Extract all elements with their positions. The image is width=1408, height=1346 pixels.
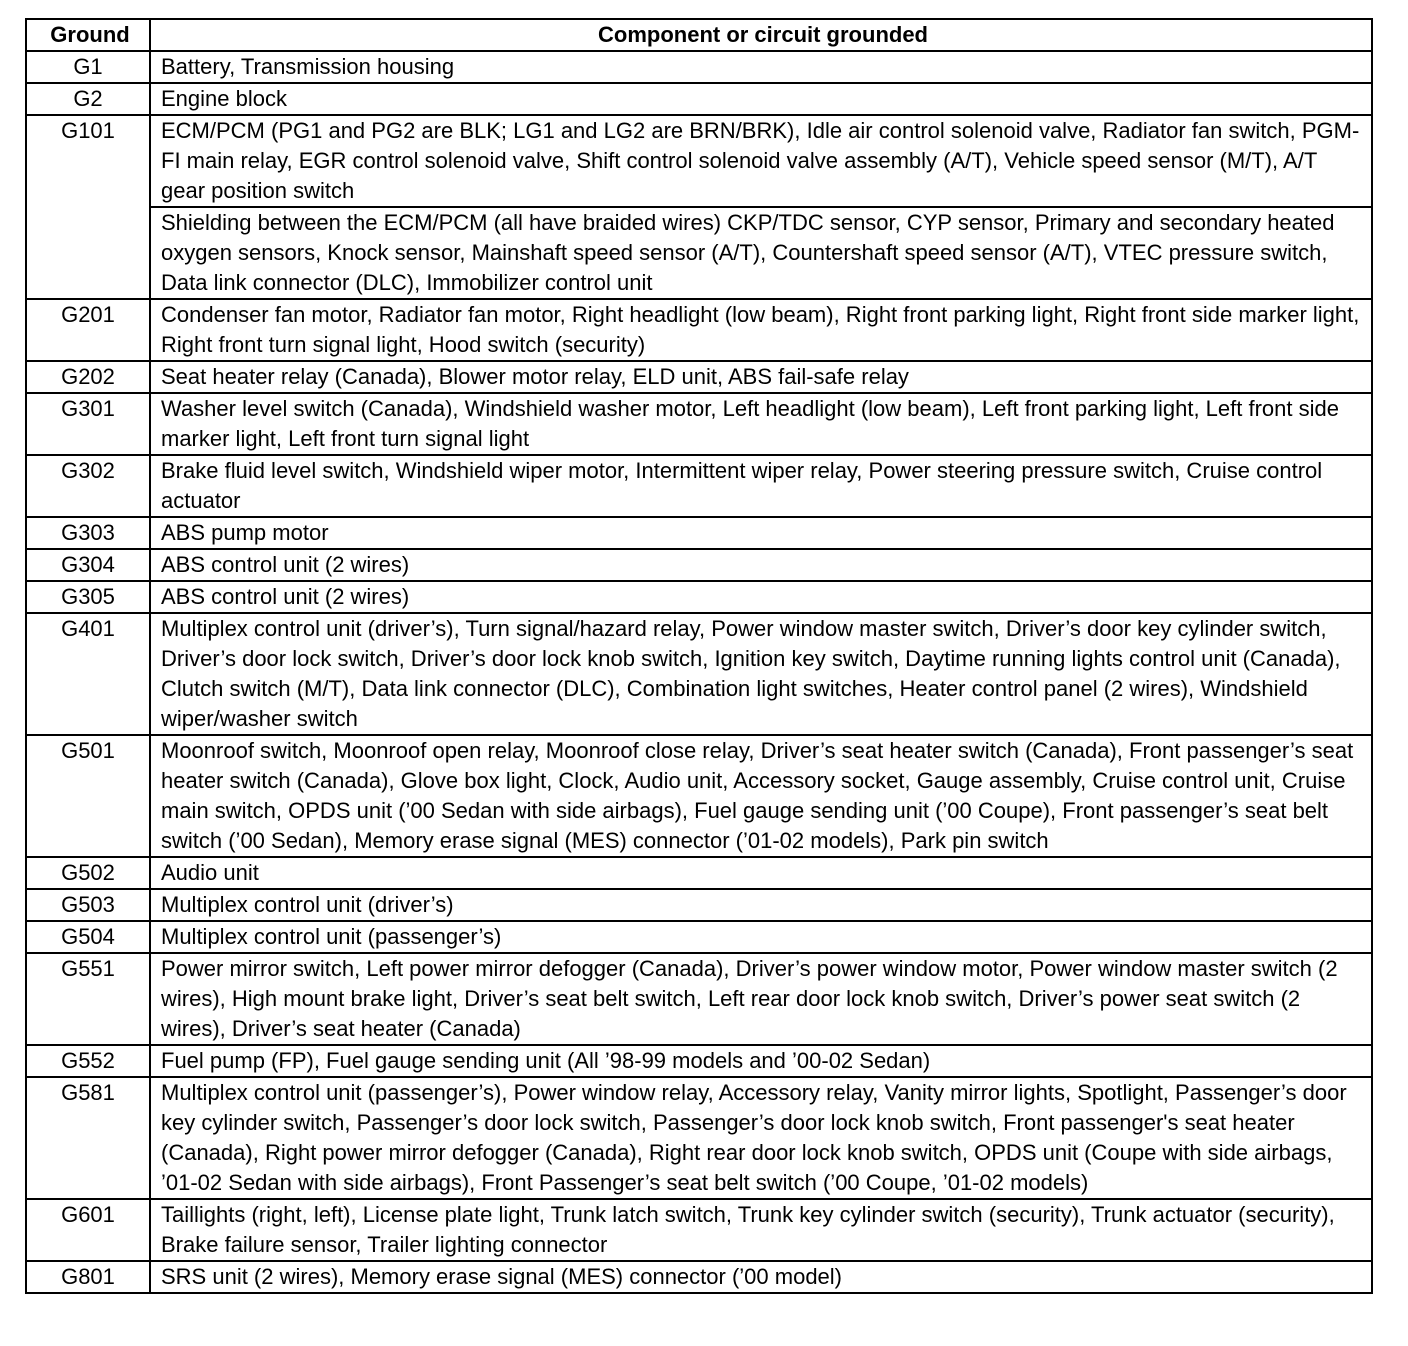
table-body xyxy=(26,51,1372,1293)
component-cell: ABS control unit (2 wires) xyxy=(150,549,1372,581)
component-cell: Audio unit xyxy=(150,857,1372,889)
ground-id-cell: G202 xyxy=(26,361,150,393)
table-row xyxy=(26,921,1372,953)
table-row xyxy=(26,889,1372,921)
table-row xyxy=(26,1199,1372,1261)
header-row xyxy=(26,19,1372,51)
component-cell: Washer level switch (Canada), Windshield washer motor, Left headlight (low beam), Left front parking light, Left front side marker light, Left front turn signal light xyxy=(150,393,1372,455)
ground-id-cell: G581 xyxy=(26,1077,150,1199)
ground-id-cell: G501 xyxy=(26,735,150,857)
table-row xyxy=(26,361,1372,393)
component-cell: Multiplex control unit (driver’s), Turn signal/hazard relay, Power window master switch, Driver’s door key cylinder switch, Driver’s door lock switch, Driver’s door lock knob switch, Ignition key switch, Daytime running lights control unit (Canada), Clutch switch (M/T), Data link connector (DLC), Combination light switches, Heater control panel (2 wires), Windshield wiper/washer switch xyxy=(150,613,1372,735)
table-row xyxy=(26,115,1372,207)
ground-id-cell: G201 xyxy=(26,299,150,361)
component-cell: ABS pump motor xyxy=(150,517,1372,549)
ground-id-cell: G305 xyxy=(26,581,150,613)
ground-table xyxy=(25,18,1373,1294)
ground-id-cell: G552 xyxy=(26,1045,150,1077)
ground-id-cell: G503 xyxy=(26,889,150,921)
table-row xyxy=(26,1045,1372,1077)
component-cell: Shielding between the ECM/PCM (all have braided wires) CKP/TDC sensor, CYP sensor, Primary and secondary heated oxygen sensors, Knock sensor, Mainshaft speed sensor (A/T), Countershaft speed sensor (A/T), VTEC pressure switch, Data link connector (DLC), Immobilizer control unit xyxy=(150,207,1372,299)
header-ground: Ground xyxy=(26,19,150,51)
component-cell: ECM/PCM (PG1 and PG2 are BLK; LG1 and LG2 are BRN/BRK), Idle air control solenoid valve, Radiator fan switch, PGM-FI main relay, EGR control solenoid valve, Shift control solenoid valve assembly (A/T), Vehicle speed sensor (M/T), A/T gear position switch xyxy=(150,115,1372,207)
component-cell: Brake fluid level switch, Windshield wiper motor, Intermittent wiper relay, Power steering pressure switch, Cruise control actuator xyxy=(150,455,1372,517)
table-row xyxy=(26,581,1372,613)
ground-id-cell: G303 xyxy=(26,517,150,549)
table-row xyxy=(26,857,1372,889)
component-cell: Battery, Transmission housing xyxy=(150,51,1372,83)
ground-id-cell: G504 xyxy=(26,921,150,953)
ground-id-cell: G502 xyxy=(26,857,150,889)
ground-id-cell: G302 xyxy=(26,455,150,517)
component-cell: Moonroof switch, Moonroof open relay, Moonroof close relay, Driver’s seat heater switch (Canada), Front passenger’s seat heater switch (Canada), Glove box light, Clock, Audio unit, Accessory socket, Gauge assembly, Cruise control unit, Cruise main switch, OPDS unit (’00 Sedan with side airbags), Fuel gauge sending unit (’00 Coupe), Front passenger’s seat belt switch (’00 Sedan), Memory erase signal (MES) connector (’01-02 models), Park pin switch xyxy=(150,735,1372,857)
table-row xyxy=(26,549,1372,581)
component-cell: Taillights (right, left), License plate light, Trunk latch switch, Trunk key cylinder switch (security), Trunk actuator (security), Brake failure sensor, Trailer lighting connector xyxy=(150,1199,1372,1261)
table-header xyxy=(26,19,1372,51)
table-row xyxy=(26,1261,1372,1293)
component-cell: Multiplex control unit (driver’s) xyxy=(150,889,1372,921)
ground-id-cell: G101 xyxy=(26,115,150,299)
table-row xyxy=(26,517,1372,549)
component-cell: Multiplex control unit (passenger’s) xyxy=(150,921,1372,953)
table-row xyxy=(26,1077,1372,1199)
table-row xyxy=(26,83,1372,115)
table-row xyxy=(26,953,1372,1045)
table-row xyxy=(26,735,1372,857)
component-cell: Fuel pump (FP), Fuel gauge sending unit (All ’98-99 models and ’00-02 Sedan) xyxy=(150,1045,1372,1077)
ground-id-cell: G2 xyxy=(26,83,150,115)
ground-id-cell: G551 xyxy=(26,953,150,1045)
table-row xyxy=(26,393,1372,455)
ground-id-cell: G801 xyxy=(26,1261,150,1293)
table-row xyxy=(26,51,1372,83)
table-row xyxy=(26,613,1372,735)
table-row xyxy=(26,299,1372,361)
header-component: Component or circuit grounded xyxy=(150,19,1372,51)
component-cell: SRS unit (2 wires), Memory erase signal (MES) connector (’00 model) xyxy=(150,1261,1372,1293)
ground-id-cell: G1 xyxy=(26,51,150,83)
ground-id-cell: G304 xyxy=(26,549,150,581)
component-cell: Multiplex control unit (passenger’s), Power window relay, Accessory relay, Vanity mirror lights, Spotlight, Passenger’s door key cylinder switch, Passenger’s door lock switch, Passenger’s door lock knob switch, Front passenger's seat heater (Canada), Right power mirror defogger (Canada), Right rear door lock knob switch, OPDS unit (Coupe with side airbags, ’01-02 Sedan with side airbags), Front Passenger’s seat belt switch (’00 Coupe, ’01-02 models) xyxy=(150,1077,1372,1199)
component-cell: ABS control unit (2 wires) xyxy=(150,581,1372,613)
ground-id-cell: G401 xyxy=(26,613,150,735)
component-cell: Power mirror switch, Left power mirror defogger (Canada), Driver’s power window motor, Power window master switch (2 wires), High mount brake light, Driver’s seat belt switch, Left rear door lock knob switch, Driver’s power seat switch (2 wires), Driver’s seat heater (Canada) xyxy=(150,953,1372,1045)
ground-id-cell: G301 xyxy=(26,393,150,455)
component-cell: Condenser fan motor, Radiator fan motor, Right headlight (low beam), Right front parking light, Right front side marker light, Right front turn signal light, Hood switch (security) xyxy=(150,299,1372,361)
component-cell: Seat heater relay (Canada), Blower motor relay, ELD unit, ABS fail-safe relay xyxy=(150,361,1372,393)
component-cell: Engine block xyxy=(150,83,1372,115)
ground-id-cell: G601 xyxy=(26,1199,150,1261)
table-row xyxy=(26,455,1372,517)
table-row xyxy=(26,207,1372,299)
